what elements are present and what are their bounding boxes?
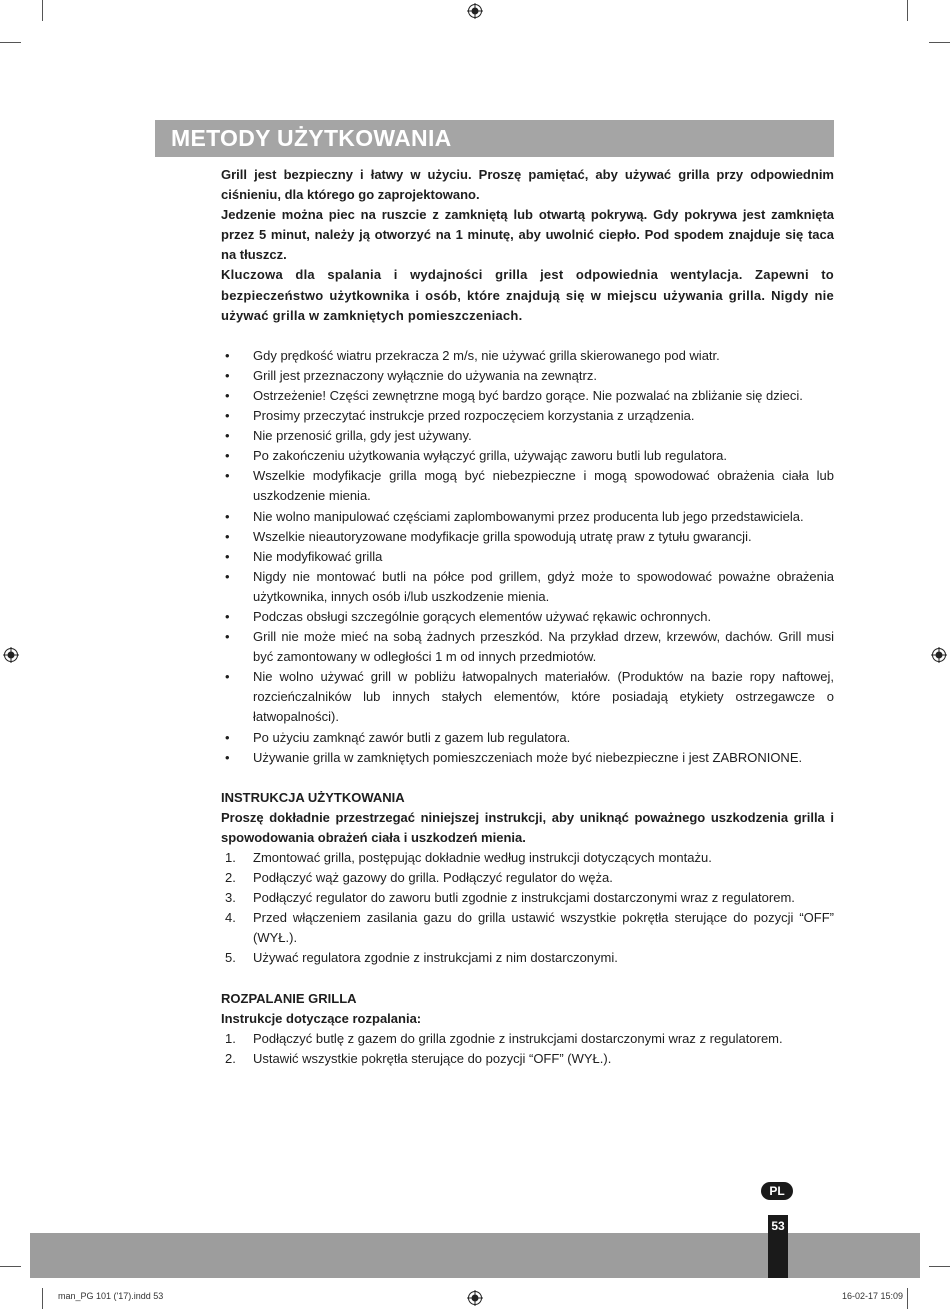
- lighting-steps-list: [221, 1029, 834, 1069]
- list-item: [221, 888, 834, 908]
- intro-paragraph: Kluczowa dla spalania i wydajności grilla jest odpowiednia wentylacja. Zapewni to bezpieczeństwo użytkownika i osób, które znajdują się w miejscu używania grilla. Nigdy nie używać grilla w zamkniętych pomieszczeniach.: [221, 267, 834, 323]
- step-number: 5.: [225, 950, 236, 966]
- list-item: • Używanie grilla w zamkniętych pomieszczeniach może być niebezpieczne i jest ZABRONIONE.: [221, 748, 834, 768]
- list-item: • Nigdy nie montować butli na półce pod grillem, gdyż może to spowodować poważne obrażenia użytkownika, innych osób i/lub uszkodzenie mienia.: [221, 567, 834, 607]
- step-text: Podłączyć butlę z gazem do grilla zgodnie z instrukcjami dostarczonymi wraz z regulatorem.: [253, 1030, 783, 1046]
- list-item: • Nie wolno manipulować częściami zaplombowanymi przez producenta lub jego przedstawiciela.: [221, 507, 834, 527]
- list-item: • Nie modyfikować grilla: [221, 547, 834, 567]
- lighting-subheading: Instrukcje dotyczące rozpalania:: [221, 1010, 422, 1026]
- list-item: • Nie przenosić grilla, gdy jest używany.: [221, 426, 834, 446]
- list-item: • Grill nie może mieć na sobą żadnych przeszkód. Na przykład drzew, krzewów, dachów. Grill musi być zamontowany w odległości 1 m od innych przedmiotów.: [221, 627, 834, 667]
- step-number: 2.: [225, 870, 236, 886]
- registration-mark-icon: [931, 647, 947, 663]
- usage-instructions-section: [221, 788, 834, 969]
- step-text: Zmontować grilla, postępując dokładnie według instrukcji dotyczących montażu.: [253, 850, 712, 865]
- crop-mark: [42, 1288, 43, 1309]
- list-item: • Wszelkie nieautoryzowane modyfikacje grilla spowodują utratę praw z tytułu gwarancji.: [221, 527, 834, 547]
- step-text: Używać regulatora zgodnie z instrukcjami z nim dostarczonymi.: [253, 950, 618, 966]
- crop-mark: [907, 0, 908, 21]
- lighting-section: [221, 989, 834, 1069]
- file-info: man_PG 101 ('17).indd 53: [58, 1291, 164, 1301]
- step-text: Podłączyć regulator do zaworu butli zgodnie z instrukcjami dostarczonymi wraz z regulatorem.: [253, 890, 795, 906]
- step-number: 2.: [225, 1050, 236, 1066]
- crop-mark: [907, 1288, 908, 1309]
- registration-mark-icon: [3, 647, 19, 663]
- step-text: Przed włączeniem zasilania gazu do grilla ustawić wszystkie pokrętła sterujące do pozycji “OFF” (WYŁ.).: [253, 910, 834, 946]
- intro-paragraph: Jedzenie można piec na ruszcie z zamkniętą lub otwartą pokrywą. Gdy pokrywa jest zamknięta przez 5 minut, należy ją otworzyć na 1 minutę, aby uwolnić ciepło. Pod spodem znajduje się taca na tłuszcz.: [221, 207, 834, 263]
- step-number: 3.: [225, 890, 236, 906]
- registration-mark-icon: [467, 3, 483, 19]
- lighting-heading: ROZPALANIE GRILLA: [221, 990, 357, 1006]
- list-item: • Po użyciu zamknąć zawór butli z gazem lub regulatora.: [221, 728, 834, 748]
- list-item: • Ostrzeżenie! Części zewnętrzne mogą być bardzo gorące. Nie pozwalać na zbliżanie się dzieci.: [221, 386, 834, 406]
- list-item: • Gdy prędkość wiatru przekracza 2 m/s, nie używać grilla skierowanego pod wiatr.: [221, 346, 834, 366]
- step-number: 1.: [225, 1030, 236, 1046]
- list-item: [221, 1049, 834, 1069]
- crop-mark: [42, 0, 43, 21]
- language-badge: PL: [761, 1182, 793, 1200]
- page-content: [221, 165, 834, 1069]
- crop-mark: [0, 1266, 21, 1267]
- section-title: METODY UŻYTKOWANIA: [171, 125, 452, 151]
- list-item: • Podczas obsługi szczególnie gorących elementów używać rękawic ochronnych.: [221, 607, 834, 627]
- registration-mark-icon: [467, 1290, 483, 1306]
- usage-steps-list: [221, 848, 834, 969]
- list-item: [221, 868, 834, 888]
- page-number: 53: [768, 1215, 788, 1278]
- section-title-bar: [155, 120, 834, 157]
- step-number: 4.: [225, 910, 236, 926]
- usage-instructions-heading: INSTRUKCJA UŻYTKOWANIA: [221, 789, 405, 805]
- intro-block: [221, 165, 834, 326]
- list-item: • Prosimy przeczytać instrukcje przed rozpoczęciem korzystania z urządzenia.: [221, 406, 834, 426]
- crop-mark: [0, 42, 21, 43]
- crop-mark: [929, 1266, 950, 1267]
- list-item: [221, 908, 834, 948]
- crop-mark: [929, 42, 950, 43]
- step-text: Podłączyć wąż gazowy do grilla. Podłączyć regulator do węża.: [253, 870, 613, 886]
- list-item: [221, 848, 834, 868]
- usage-warning: Proszę dokładnie przestrzegać niniejszej instrukcji, aby uniknąć poważnego uszkodzenia grilla i spowodowania obrażeń ciała i uszkodzeń mienia.: [221, 809, 834, 845]
- list-item: • Wszelkie modyfikacje grilla mogą być niebezpieczne i mogą spowodować obrażenia ciała lub uszkodzenie mienia.: [221, 466, 834, 506]
- list-item: • Po zakończeniu użytkowania wyłączyć grilla, używając zaworu butli lub regulatora.: [221, 446, 834, 466]
- list-item: • Nie wolno używać grill w pobliżu łatwopalnych materiałów. (Produktów na bazie ropy naftowej, rozcieńczalników lub innych stałych elementów, które posiadają etykiety ostrzegawcze o łatwopalności).: [221, 667, 834, 727]
- list-item: [221, 1029, 834, 1049]
- print-date-time: 16-02-17 15:09: [841, 1291, 903, 1301]
- safety-bullet-list: [221, 346, 834, 768]
- intro-paragraph: Grill jest bezpieczny i łatwy w użyciu. Proszę pamiętać, aby używać grilla przy odpowiednim ciśnieniu, dla którego go zaprojektowano.: [221, 167, 834, 203]
- list-item: [221, 948, 834, 968]
- step-text: Ustawić wszystkie pokrętła sterujące do pozycji “OFF” (WYŁ.).: [253, 1050, 612, 1066]
- list-item: • Grill jest przeznaczony wyłącznie do używania na zewnątrz.: [221, 366, 834, 386]
- step-number: 1.: [225, 850, 236, 865]
